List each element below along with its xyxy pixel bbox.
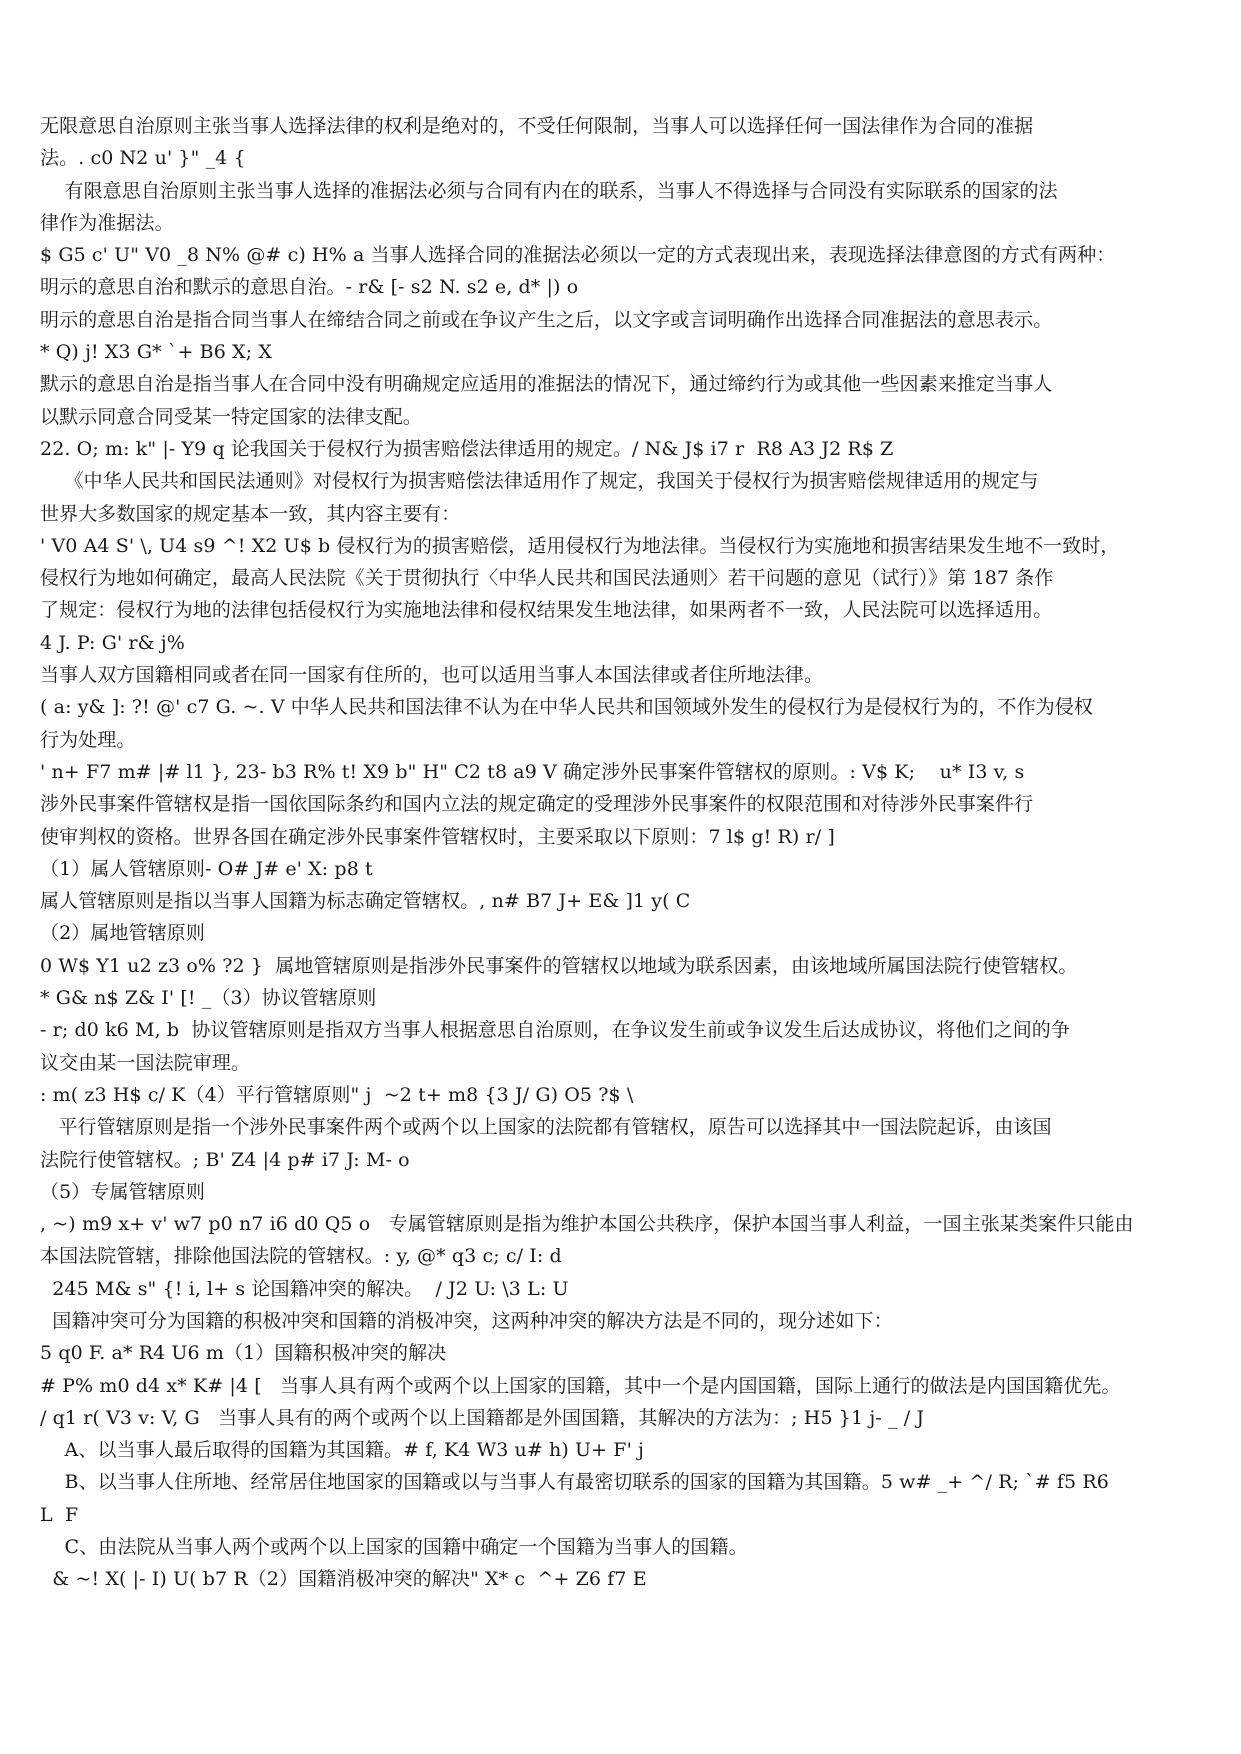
text-line: 22. O; m: k" |- Y9 q 论我国关于侵权行为损害赔偿法律适用的规定。/ N& J$ i7 r R8 A3 J2 R$ Z bbox=[40, 437, 894, 460]
text-line: ' n+ F7 m# |# l1 }, 23- b3 R% t! X9 b" H" C2 t8 a9 V 确定涉外民事案件管辖权的原则。: V$ K; u* I3 v, s bbox=[40, 760, 1025, 783]
text-line: 平行管辖原则是指一个涉外民事案件两个或两个以上国家的法院都有管辖权，原告可以选择其中一国法院起诉，由该国 bbox=[40, 1116, 1052, 1139]
text-line: C、由法院从当事人两个或两个以上国家的国籍中确定一个国籍为当事人的国籍。 bbox=[40, 1536, 748, 1559]
text-line: 5 q0 F. a* R4 U6 m（1）国籍积极冲突的解决 bbox=[40, 1342, 447, 1365]
text-line: 默示的意思自治是指当事人在合同中没有明确规定应适用的准据法的情况下，通过缔约行为或其他一些因素来推定当事人 bbox=[40, 373, 1053, 396]
text-line: 侵权行为地如何确定，最高人民法院《关于贯彻执行〈中华人民共和国民法通则〉若干问题的意见（试行）》第 187 条作 bbox=[40, 567, 1054, 590]
text-line: ' V0 A4 S' \, U4 s9 ^! X2 U$ b 侵权行为的损害赔偿，适用侵权行为地法律。当侵权行为实施地和损害结果发生地不一致时， bbox=[40, 534, 1120, 557]
text-line: （5）专属管辖原则 bbox=[40, 1180, 205, 1203]
text-line: 明示的意思自治是指合同当事人在缔结合同之前或在争议产生之后，以文字或言词明确作出选择合同准据法的意思表示。 bbox=[40, 308, 1053, 331]
text-line: 明示的意思自治和默示的意思自治。- r& [- s2 N. s2 e, d* |) o bbox=[40, 276, 579, 299]
text-line: # P% m0 d4 x* K# |4 [ 当事人具有两个或两个以上国家的国籍，其中一个是内国国籍，国际上通行的做法是内国国籍优先。 bbox=[40, 1374, 1121, 1397]
text-line: $ G5 c' U" V0 _8 N% @# c) H% a 当事人选择合同的准据法必须以一定的方式表现出来，表现选择法律意图的方式有两种： bbox=[40, 244, 1116, 267]
text-line: 世界大多数国家的规定基本一致，其内容主要有： bbox=[40, 502, 461, 525]
text-line: B、以当事人住所地、经常居住地国家的国籍或以与当事人有最密切联系的国家的国籍为其国籍。5 w# _+ ^/ R; `# f5 R6 bbox=[40, 1471, 1109, 1494]
text-line: 属人管辖原则是指以当事人国籍为标志确定管辖权。, n# B7 J+ E& ]1 y( C bbox=[40, 890, 691, 913]
text-line: 无限意思自治原则主张当事人选择法律的权利是绝对的，不受任何限制，当事人可以选择任何一国法律作为合同的准据 bbox=[40, 115, 1034, 137]
text-line: & ~! X( |- I) U( b7 R（2）国籍消极冲突的解决" X* c ^+ Z6 f7 E bbox=[40, 1568, 647, 1591]
document-body bbox=[40, 110, 1205, 1596]
text-line: 245 M& s" {! i, l+ s 论国籍冲突的解决。 / J2 U: \3 L: U bbox=[40, 1277, 569, 1300]
text-line: / q1 r( V3 v: V, G 当事人具有的两个或两个以上国籍都是外国国籍，其解决的方法为：; H5 }1 j- _ / J bbox=[40, 1406, 925, 1429]
text-line: - r; d0 k6 M, b 协议管辖原则是指双方当事人根据意思自治原则，在争议发生前或争议发生后达成协议，将他们之间的争 bbox=[40, 1019, 1070, 1042]
text-line: （1）属人管辖原则- O# J# e' X: p8 t bbox=[40, 857, 373, 880]
text-line: L F bbox=[40, 1503, 79, 1526]
text-line: 本国法院管辖，排除他国法院的管辖权。: y, @* q3 c; c/ I: d bbox=[40, 1245, 562, 1268]
text-line: 法院行使管辖权。; B' Z4 |4 p# i7 J: M- o bbox=[40, 1148, 410, 1171]
text-line: 国籍冲突可分为国籍的积极冲突和国籍的消极冲突，这两种冲突的解决方法是不同的，现分述如下： bbox=[40, 1309, 893, 1332]
text-line: 了规定：侵权行为地的法律包括侵权行为实施地法律和侵权结果发生地法律，如果两者不一致，人民法院可以选择适用。 bbox=[40, 599, 1053, 622]
text-line: 《中华人民共和国民法通则》对侵权行为损害赔偿法律适用作了规定，我国关于侵权行为损害赔偿规律适用的规定与 bbox=[40, 470, 1039, 493]
text-line: 法。. c0 N2 u' }" _4 { bbox=[40, 147, 246, 170]
text-line: : m( z3 H$ c/ K（4）平行管辖原则" j ~2 t+ m8 {3 J/ G) O5 ?$ \ bbox=[40, 1083, 634, 1106]
text-line: ( a: y& ]: ?! @' c7 G. ~. V 中华人民共和国法律不认为在中华人民共和国领域外发生的侵权行为是侵权行为的，不作为侵权 bbox=[40, 696, 1093, 719]
text-line: * G& n$ Z& I' [! _（3）协议管辖原则 bbox=[40, 987, 377, 1010]
text-line: 当事人双方国籍相同或者在同一国家有住所的，也可以适用当事人本国法律或者住所地法律。 bbox=[40, 664, 824, 687]
text-line: , ~) m9 x+ v' w7 p0 n7 i6 d0 Q5 o 专属管辖原则是指为维护本国公共秩序，保护本国当事人利益，一国主张某类案件只能由 bbox=[40, 1213, 1134, 1236]
text-line: 律作为准据法。 bbox=[40, 211, 174, 234]
text-line: 议交由某一国法院审理。 bbox=[40, 1051, 251, 1074]
text-line: 行为处理。 bbox=[40, 728, 136, 751]
text-line: * Q) j! X3 G* `+ B6 X; X bbox=[40, 341, 272, 364]
text-line: 有限意思自治原则主张当事人选择的准据法必须与合同有内在的联系，当事人不得选择与合同没有实际联系的国家的法 bbox=[40, 179, 1058, 202]
text-line: 涉外民事案件管辖权是指一国依国际条约和国内立法的规定确定的受理涉外民事案件的权限范围和对待涉外民事案件行 bbox=[40, 793, 1034, 816]
text-line: A、以当事人最后取得的国籍为其国籍。# f, K4 W3 u# h) U+ F' j bbox=[40, 1439, 645, 1462]
text-line: 0 W$ Y1 u2 z3 o% ?2 } 属地管辖原则是指涉外民事案件的管辖权以地域为联系因素，由该地域所属国法院行使管辖权。 bbox=[40, 954, 1078, 977]
text-line: （2）属地管辖原则 bbox=[40, 922, 205, 945]
text-line: 4 J. P: G' r& j% bbox=[40, 631, 185, 654]
text-line: 以默示同意合同受某一特定国家的法律支配。 bbox=[40, 405, 423, 428]
text-line: 使审判权的资格。世界各国在确定涉外民事案件管辖权时，主要采取以下原则：7 l$ g! R) r/ ] bbox=[40, 825, 835, 848]
